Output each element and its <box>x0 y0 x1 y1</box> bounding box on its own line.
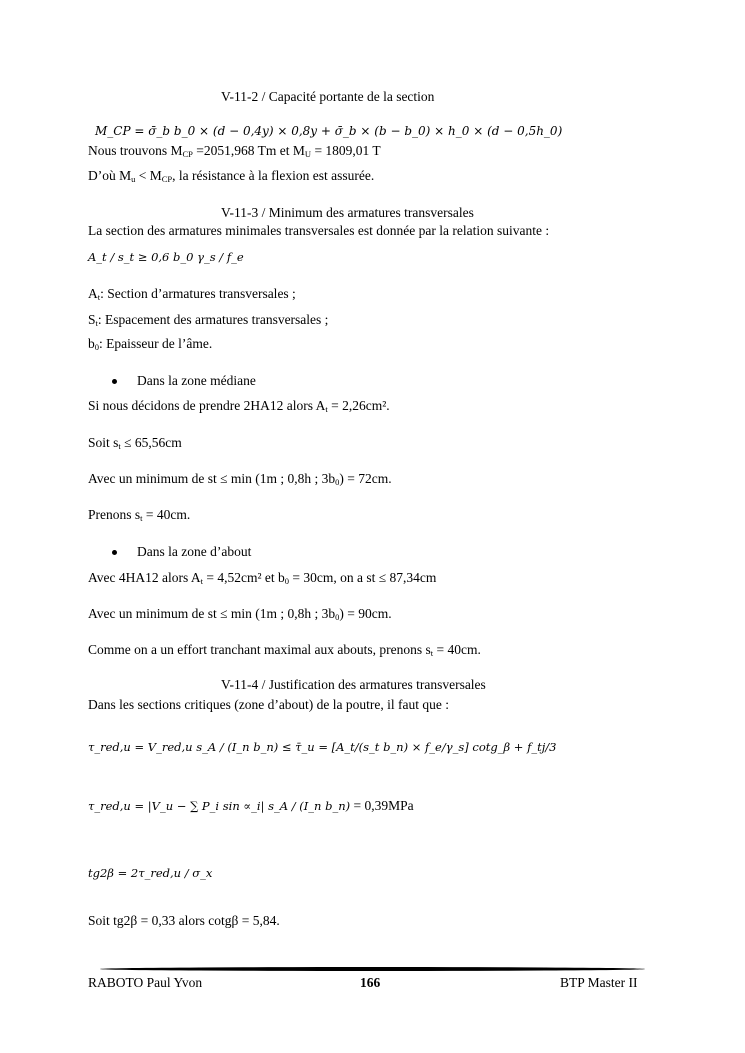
bullet-text: Dans la zone d’about <box>137 544 252 559</box>
text-part: : Espacement des armatures transversales ; <box>97 312 329 327</box>
bullet-icon <box>112 379 117 384</box>
line-prenons <box>88 507 190 523</box>
text-part: = 1809,01 T <box>311 143 381 158</box>
sub-t: t <box>430 648 434 658</box>
sub-zero: 0 <box>94 342 99 352</box>
bullet-text: Dans la zone médiane <box>137 373 256 388</box>
sub-t: t <box>97 292 101 302</box>
line-section-armatures: La section des armatures minimales transversales est donnée par la relation suivante : <box>88 223 550 238</box>
formula-at-st <box>88 250 244 264</box>
text-part: D’où M <box>88 168 132 183</box>
bullet-zone-mediane <box>112 373 256 389</box>
line-dans-sections: Dans les sections critiques (zone d’about) de la poutre, il faut que : <box>88 697 450 712</box>
formula-tg2b-text: tg2β = 2τ_red,u / σ_x <box>88 866 213 880</box>
text-part: Avec un minimum de st ≤ min (1m ; 0,8h ; 3b <box>88 471 336 486</box>
formula-at-st-text: A_t / s_t ≥ 0,6 b_0 γ_s / f_e <box>88 250 244 264</box>
text-part: Si nous décidons de prendre 2HA12 alors A <box>88 398 326 413</box>
bullet-zone-about <box>112 544 251 560</box>
formula-tau-1 <box>88 740 556 754</box>
line-soit-tg: Soit tg2β = 0,33 alors cotgβ = 5,84. <box>88 913 280 928</box>
section-title-justification: V-11-4 / Justification des armatures transversales <box>221 677 486 692</box>
formula-mcp <box>95 124 562 138</box>
text-part: ≤ 65,56cm <box>120 435 182 450</box>
line-soit-st <box>88 435 182 451</box>
line-st-def: $S_t$: Espacement des armatures transversales ; <box>88 312 329 328</box>
text-part: : Section d’armatures transversales ; <box>100 286 296 301</box>
formula-tau-2-result: = 0,39MPa <box>350 798 414 813</box>
text-part: Avec un minimum de st ≤ min (1m ; 0,8h ; 3b <box>88 606 336 621</box>
footer-divider <box>100 967 645 971</box>
sub-u-lower: u <box>131 174 136 184</box>
section-title-minimum: V-11-3 / Minimum des armatures transversales <box>221 205 474 220</box>
line-si-nous <box>88 398 390 414</box>
text-part: Prenons s <box>88 507 141 522</box>
text-part: : Epaisseur de l’âme. <box>99 336 213 351</box>
sub-zero: 0 <box>335 612 340 622</box>
formula-mcp-text: M_CP = σ̄_b b_0 × (d − 0,4y) × 0,8y + σ̄_b × (b − b_0) × h_0 × (d − 0,5h_0) <box>95 124 563 138</box>
line-comme <box>88 642 481 658</box>
text-part: = 40cm. <box>142 507 191 522</box>
footer-author: RABOTO Paul Yvon <box>88 975 203 990</box>
line-b0-def: $b_0$: Epaisseur de l’âme. <box>88 336 213 352</box>
text-part: = 2,26cm². <box>327 398 390 413</box>
sub-t: t <box>200 576 203 586</box>
text-part: = 40cm. <box>433 642 481 657</box>
line-avec-4ha12 <box>88 570 436 586</box>
text-part: ) = 90cm. <box>339 606 392 621</box>
text-part: ) = 72cm. <box>339 471 392 486</box>
formula-tg2b <box>88 866 212 880</box>
text-part: , la résistance à la flexion est assurée. <box>172 168 375 183</box>
text-part: Nous trouvons M <box>88 143 183 158</box>
sub-zero: 0 <box>335 477 340 487</box>
sub-t: t <box>325 404 328 414</box>
formula-tau-2-text: τ_red,u = |V_u − ∑ P_i sin ∝_i| s_A / (I_n b_n) <box>88 799 351 813</box>
sub-u: U <box>304 149 312 159</box>
footer-program: BTP Master II <box>560 975 638 990</box>
formula-tau-1-text: τ_red,u = V_red,u s_A / (I_n b_n) ≤ τ̄_u = [A_t/(s_t b_n) × f_e/γ_s] cotg_β + f_tj/3 <box>88 740 557 754</box>
text-part: Comme on a un effort tranchant maximal aux abouts, prenons s <box>88 642 431 657</box>
line-nous-trouvons <box>88 143 381 159</box>
sub-cp: CP <box>161 174 173 184</box>
text-part: Avec 4HA12 alors A <box>88 570 201 585</box>
line-at-def: $A_t$: Section d’armatures transversales ; <box>88 286 296 302</box>
sub-t: t <box>140 513 143 523</box>
line-dou <box>88 168 374 184</box>
text-part: = 4,52cm² et b <box>202 570 285 585</box>
text-part: = 30cm, on a st ≤ 87,34cm <box>289 570 437 585</box>
formula-tau-2 <box>88 798 414 814</box>
line-avec-min-2 <box>88 606 392 622</box>
sub-t: t <box>118 441 121 451</box>
section-title-capacite: V-11-2 / Capacité portante de la section <box>221 89 435 104</box>
line-avec-min-1 <box>88 471 392 487</box>
footer-page-number: 166 <box>360 975 381 990</box>
sub-cp: CP <box>182 149 193 159</box>
text-part: =2051,968 Tm et M <box>192 143 305 158</box>
bullet-icon <box>112 550 117 555</box>
text-part: Soit s <box>88 435 119 450</box>
text-part: < M <box>135 168 162 183</box>
sub-t: t <box>95 318 98 328</box>
sub-zero: 0 <box>284 576 290 586</box>
